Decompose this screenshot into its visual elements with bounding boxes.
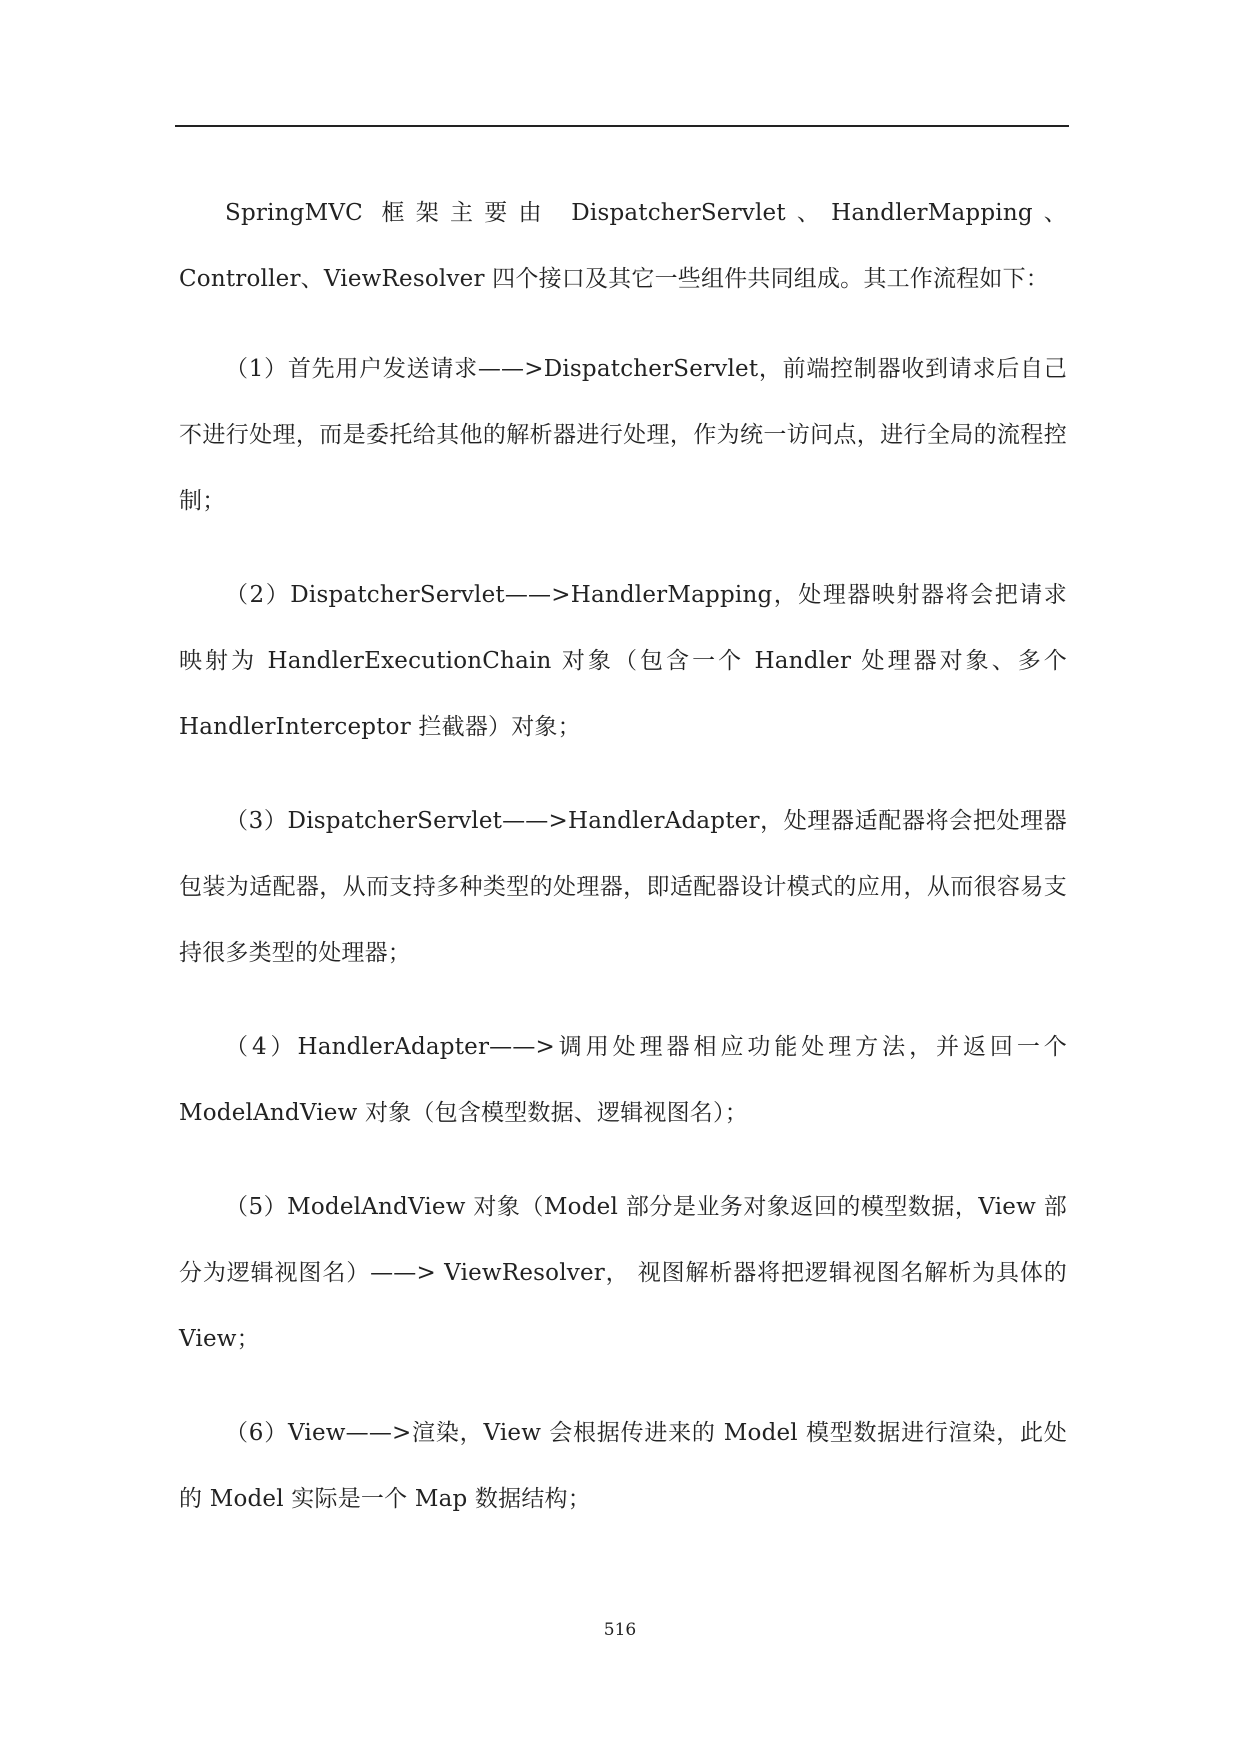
- step-5-paragraph: （5）ModelAndView 对象（Model 部分是业务对象返回的模型数据，View 部分为逻辑视图名）——> ViewResolver， 视图解析器将把逻辑视图名解析为具体的 View；: [179, 1194, 1067, 1352]
- intro-paragraph: SpringMVC 框架主要由 DispatcherServlet、HandlerMapping、Controller、ViewResolver 四个接口及其它一些组件共同组成。其工作流程如下：: [179, 200, 1067, 292]
- step-3-paragraph: （3）DispatcherServlet——>HandlerAdapter，处理器适配器将会把处理器包装为适配器，从而支持多种类型的处理器，即适配器设计模式的应用，从而很容易支持很多类型的处理器；: [179, 808, 1067, 966]
- header-rule: [175, 125, 1069, 127]
- document-body: [179, 180, 1067, 1560]
- step-4-paragraph: （4）HandlerAdapter——>调用处理器相应功能处理方法，并返回一个 ModelAndView 对象（包含模型数据、逻辑视图名）；: [179, 1034, 1067, 1126]
- page-number: 516: [603, 1620, 637, 1640]
- step-1-paragraph: （1）首先用户发送请求——>DispatcherServlet，前端控制器收到请求后自己不进行处理，而是委托给其他的解析器进行处理，作为统一访问点，进行全局的流程控制；: [179, 356, 1067, 514]
- step-6-paragraph: （6）View——>渲染，View 会根据传进来的 Model 模型数据进行渲染，此处的 Model 实际是一个 Map 数据结构；: [179, 1420, 1067, 1512]
- step-2-paragraph: （2）DispatcherServlet——>HandlerMapping，处理器映射器将会把请求映射为 HandlerExecutionChain 对象（包含一个 Handler 处理器对象、多个 HandlerInterceptor 拦截器）对象；: [179, 582, 1067, 740]
